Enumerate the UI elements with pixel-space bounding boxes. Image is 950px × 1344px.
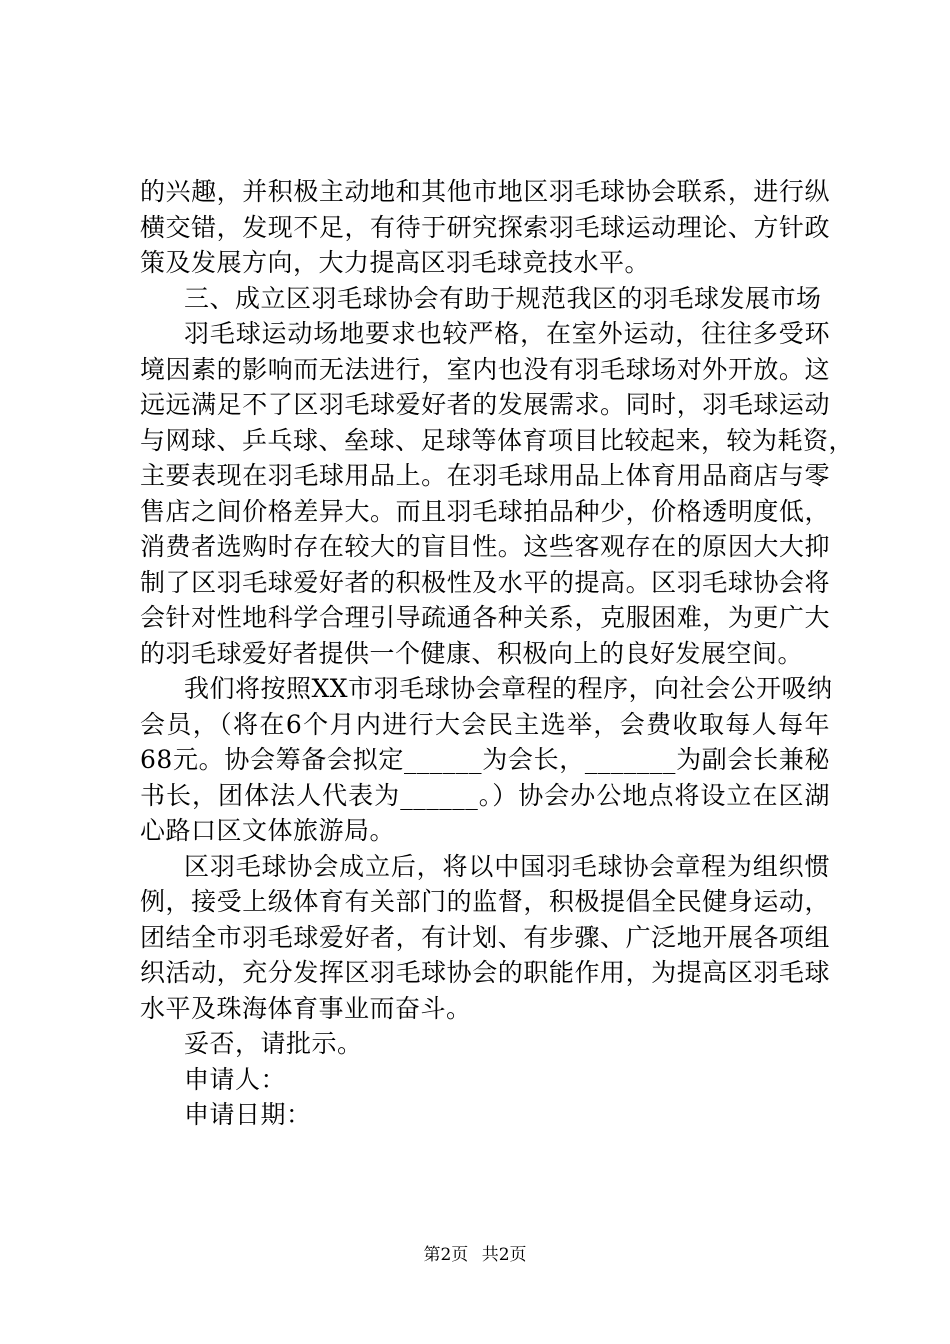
text-line: 书长，团体法人代表为______。）协会办公地点将设立在区湖: [140, 780, 830, 810]
text-line: 申请人：: [184, 1064, 287, 1094]
text-line: 申请日期：: [184, 1100, 312, 1129]
text-line: 区羽毛球协会成立后，将以中国羽毛球协会章程为组织惯: [184, 851, 830, 881]
paragraph: [140, 174, 830, 281]
text-line: 境因素的影响而无法进行，室内也没有羽毛球场对外开放。这: [140, 354, 830, 384]
text-line: 与网球、乒乓球、垒球、足球等体育项目比较起来，较为耗资，: [140, 425, 855, 455]
text-line: 三、成立区羽毛球协会有助于规范我区的羽毛球发展市场: [184, 283, 822, 313]
text-line: 售店之间价格差异大。而且羽毛球拍品种少，价格透明度低，: [140, 496, 830, 526]
text-line: 水平及珠海体育事业而奋斗。: [140, 993, 472, 1023]
text-line: 的兴趣，并积极主动地和其他市地区羽毛球协会联系，进行纵: [140, 177, 830, 206]
page-number: 第2页: [423, 1245, 469, 1265]
paragraph: [140, 1026, 830, 1062]
text-line: 消费者选购时存在较大的盲目性。这些客观存在的原因大大抑: [140, 532, 830, 561]
text-line: 心路口区文体旅游局。: [140, 816, 396, 845]
text-line: 会员，（将在6个月内进行大会民主选举，会费收取每人每年: [140, 709, 830, 739]
paragraph: [140, 281, 830, 317]
text-line: 策及发展方向，大力提高区羽毛球竞技水平。: [140, 248, 651, 277]
paragraph: [140, 1062, 830, 1098]
text-line: 会针对性地科学合理引导疏通各种关系，克服困难，为更广大: [140, 603, 830, 632]
page-total: 共2页: [481, 1245, 527, 1265]
text-line: 织活动，充分发挥区羽毛球协会的职能作用，为提高区羽毛球: [140, 958, 830, 987]
text-line: 团结全市羽毛球爱好者，有计划、有步骤、广泛地开展各项组: [140, 922, 830, 952]
paragraph: [140, 1097, 830, 1133]
paragraph: [140, 671, 833, 849]
text-line: 制了区羽毛球爱好者的积极性及水平的提高。区羽毛球协会将: [140, 567, 830, 597]
text-line: 例，接受上级体育有关部门的监督，积极提倡全民健身运动，: [140, 887, 830, 916]
text-line: 主要表现在羽毛球用品上。在羽毛球用品上体育用品商店与零: [140, 461, 830, 490]
document-body: [140, 174, 855, 1133]
text-line: 妥否，请批示。: [184, 1029, 363, 1058]
text-line: 68元。协会筹备会拟定______为会长，_______为副会长兼秘: [140, 745, 830, 774]
text-line: 羽毛球运动场地要求也较严格，在室外运动，往往多受环: [184, 319, 830, 348]
paragraph: [140, 849, 830, 1027]
text-line: 远远满足不了区羽毛球爱好者的发展需求。同时，羽毛球运动: [140, 390, 830, 419]
paragraph: [140, 316, 855, 671]
page-footer: [0, 1243, 950, 1267]
text-line: 横交错，发现不足，有待于研究探索羽毛球运动理论、方针政: [140, 212, 830, 242]
text-line: 我们将按照XX市羽毛球协会章程的程序，向社会公开吸纳: [184, 674, 833, 703]
text-line: 的羽毛球爱好者提供一个健康、积极向上的良好发展空间。: [140, 638, 804, 668]
